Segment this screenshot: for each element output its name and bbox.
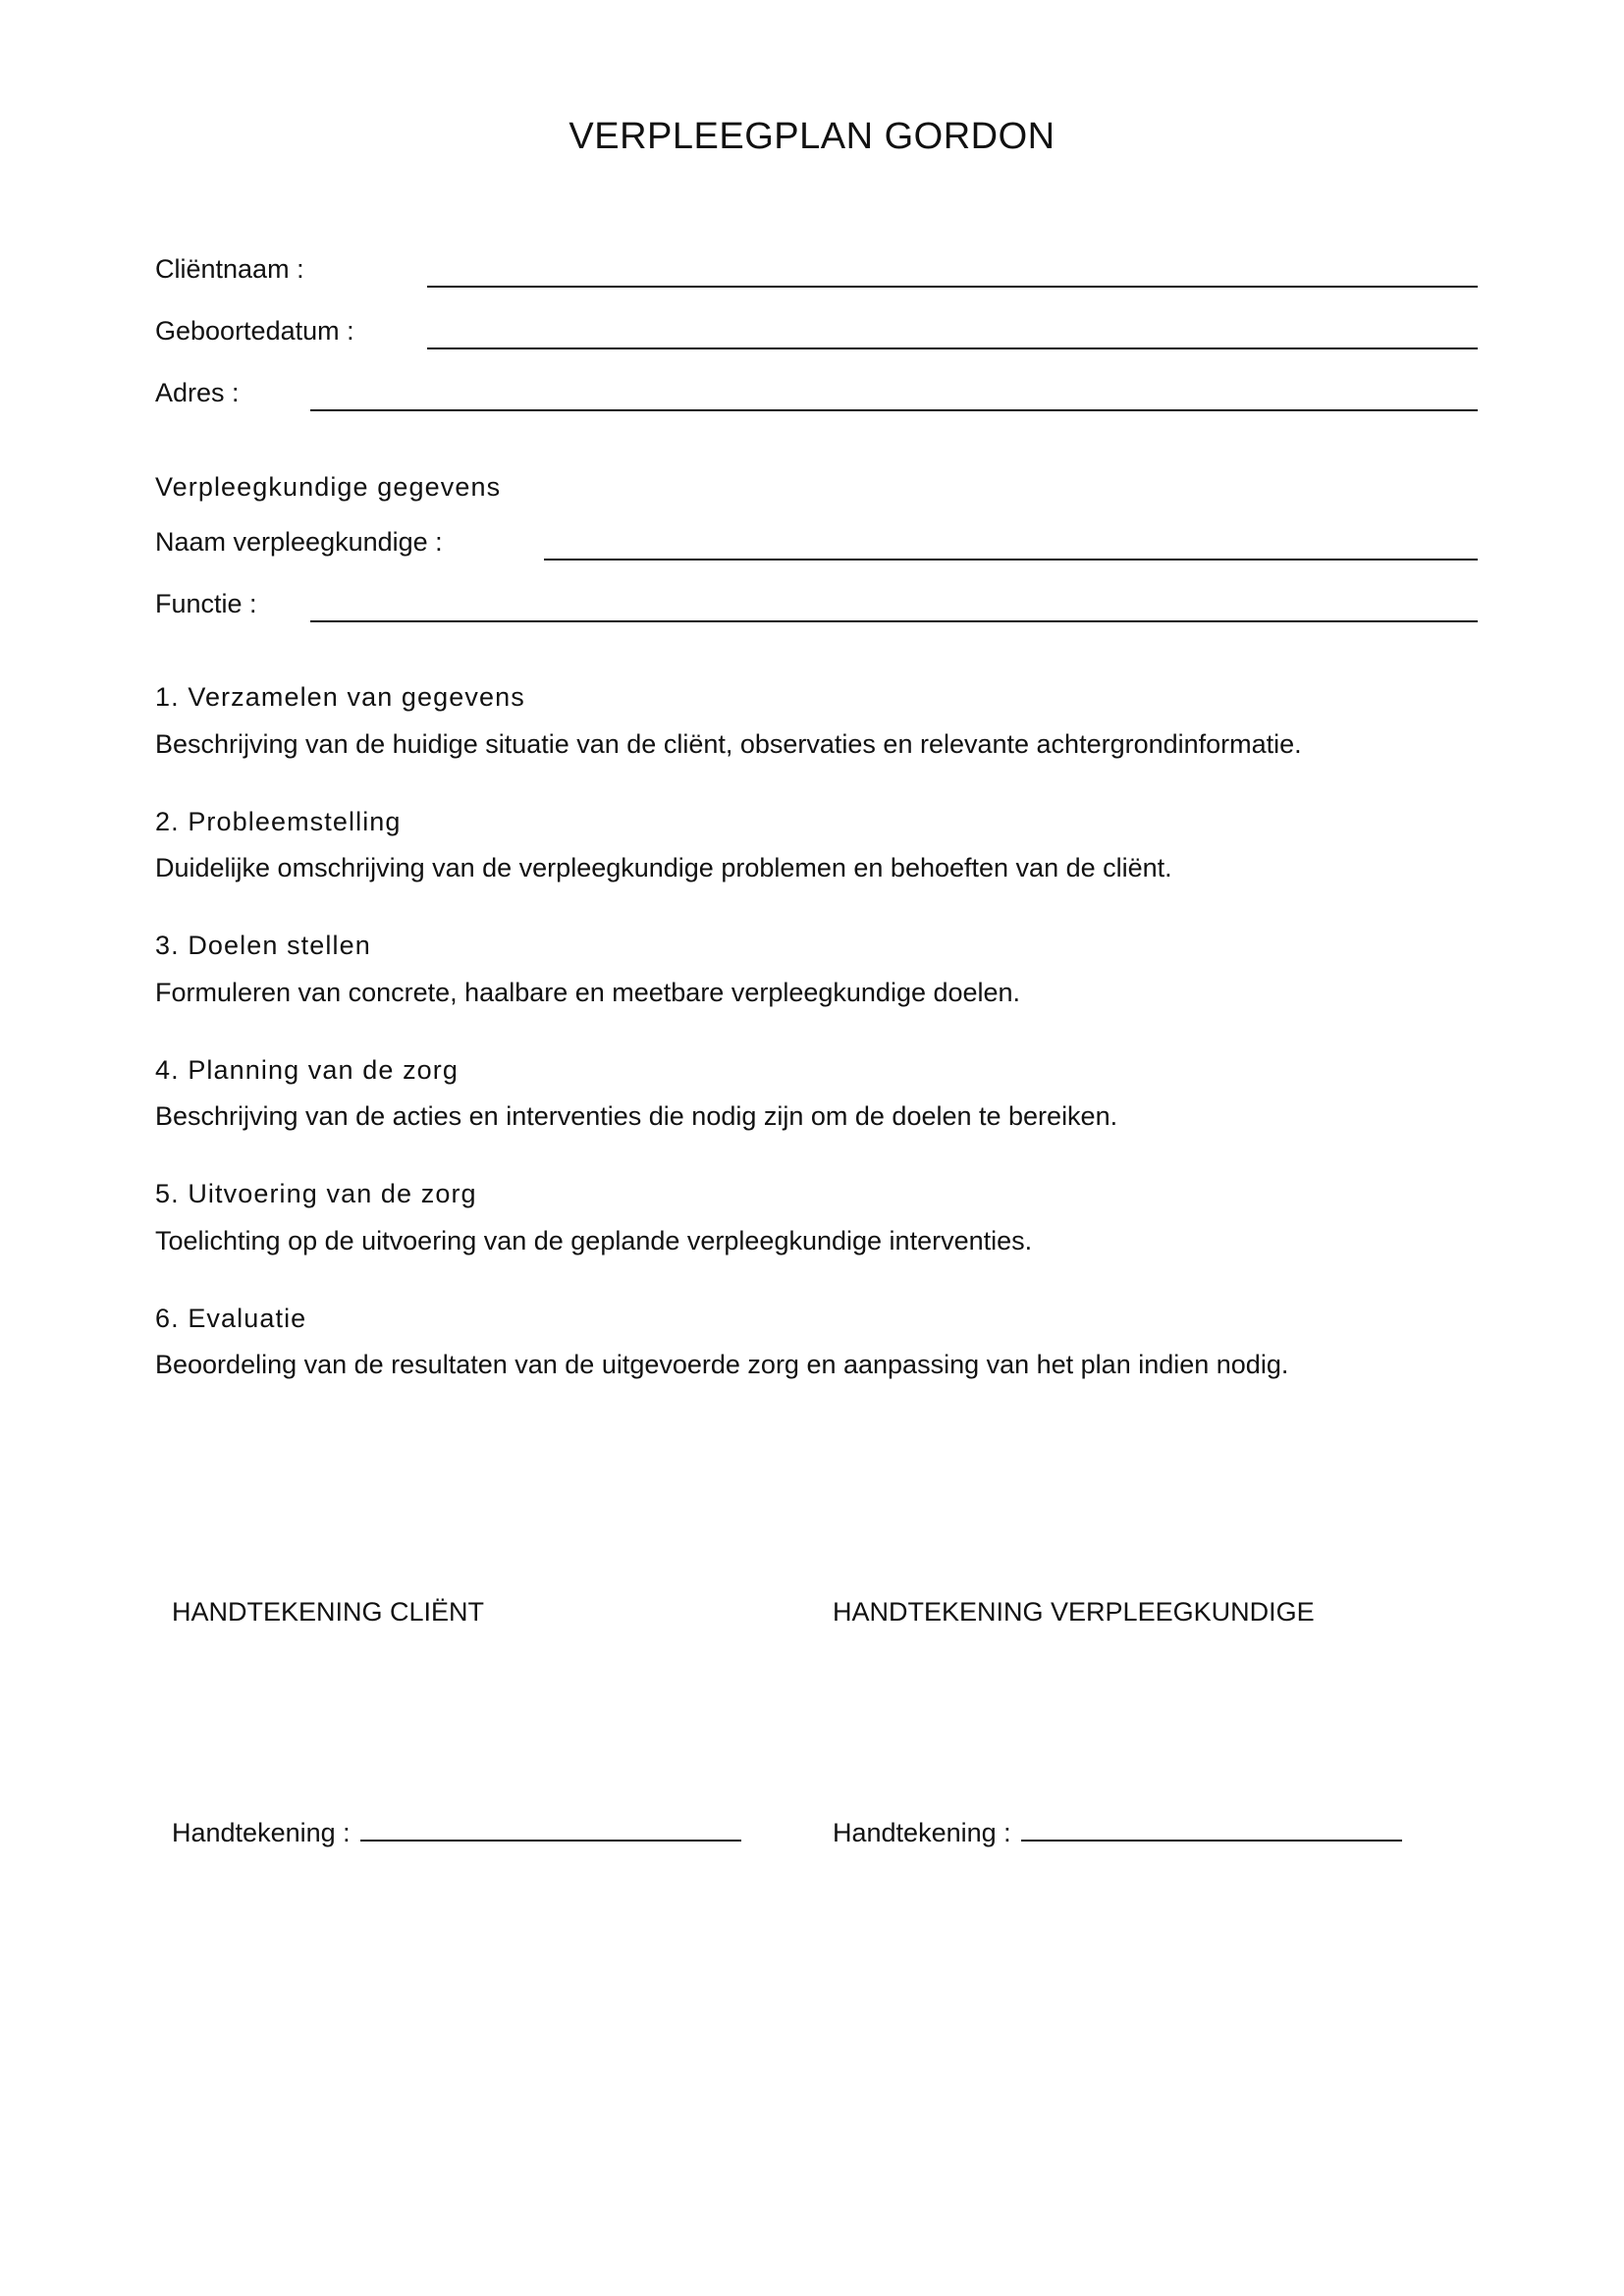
birth-date-field[interactable]	[427, 347, 1478, 349]
section-description-6: Beoordeling van de resultaten van de uitgevoerde zorg en aanpassing van het plan indien nodig.	[155, 1350, 1289, 1379]
nurse-name-label: Naam verpleegkundige :	[155, 527, 443, 557]
document-title: VERPLEEGPLAN GORDON	[568, 116, 1056, 157]
section-title-2: 2. Probleemstelling	[155, 807, 402, 836]
nurse-section-heading: Verpleegkundige gegevens	[155, 472, 502, 502]
birth-date-label: Geboortedatum :	[155, 316, 354, 346]
address-field[interactable]	[310, 409, 1478, 411]
client-name-field[interactable]	[427, 286, 1478, 288]
client-signature-field[interactable]	[360, 1816, 741, 1842]
client-signature-label: Handtekening :	[172, 1818, 351, 1847]
function-field[interactable]	[310, 620, 1478, 622]
nurse-signature-heading: HANDTEKENING VERPLEEGKUNDIGE	[833, 1597, 1315, 1627]
section-title-3: 3. Doelen stellen	[155, 931, 371, 960]
nurse-signature-field[interactable]	[1021, 1816, 1402, 1842]
section-description-1: Beschrijving van de huidige situatie van de cliënt, observaties en relevante achtergrondinformatie.	[155, 729, 1302, 759]
client-signature-heading: HANDTEKENING CLIËNT	[172, 1597, 485, 1627]
nurse-signature-label: Handtekening :	[833, 1818, 1011, 1847]
section-title-1: 1. Verzamelen van gegevens	[155, 682, 525, 712]
section-title-6: 6. Evaluatie	[155, 1304, 307, 1333]
section-description-3: Formuleren van concrete, haalbare en meetbare verpleegkundige doelen.	[155, 978, 1021, 1007]
function-label: Functie :	[155, 589, 257, 618]
section-description-5: Toelichting op de uitvoering van de geplande verpleegkundige interventies.	[155, 1226, 1033, 1255]
section-description-4: Beschrijving van de acties en interventies die nodig zijn om de doelen te bereiken.	[155, 1101, 1118, 1131]
section-description-2: Duidelijke omschrijving van de verpleegkundige problemen en behoeften van de cliënt.	[155, 853, 1172, 882]
section-title-4: 4. Planning van de zorg	[155, 1055, 459, 1085]
nurse-signature-row	[833, 1816, 1402, 1849]
section-title-5: 5. Uitvoering van de zorg	[155, 1179, 477, 1208]
address-label: Adres :	[155, 378, 240, 407]
client-name-label: Cliëntnaam :	[155, 254, 304, 284]
nurse-name-field[interactable]	[544, 559, 1478, 561]
client-signature-row	[172, 1816, 741, 1849]
